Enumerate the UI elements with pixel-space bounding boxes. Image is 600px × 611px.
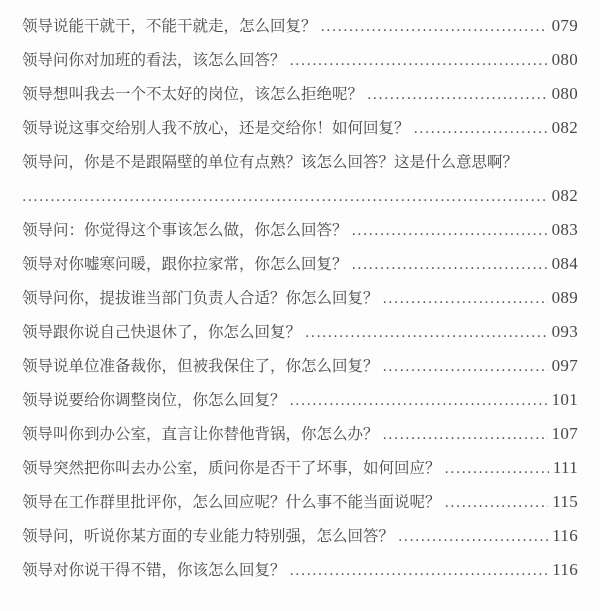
entry-title: 领导对你说干得不错，你该怎么回复？ <box>22 561 286 579</box>
dot-leader <box>383 282 548 316</box>
toc-entry[interactable] <box>22 553 578 587</box>
page-number: 082 <box>551 186 578 205</box>
toc-entry[interactable] <box>22 111 578 145</box>
toc-entry[interactable] <box>22 213 578 247</box>
dot-leader <box>383 350 548 384</box>
entry-title: 领导问你，提拔谁当部门负责人合适？你怎么回复？ <box>22 289 379 307</box>
dot-leader <box>445 452 549 486</box>
entry-title: 领导说要给你调整岗位，你怎么回复？ <box>22 391 286 409</box>
page-number: 083 <box>551 220 578 239</box>
entry-title: 领导问，你是不是跟隔壁的单位有点熟？该怎么回答？这是什么意思啊？ <box>22 153 519 171</box>
dot-leader <box>445 486 549 520</box>
page-number: 080 <box>551 50 578 69</box>
toc-entry[interactable] <box>22 43 578 77</box>
toc-entry[interactable] <box>22 451 578 485</box>
toc-entry[interactable] <box>22 417 578 451</box>
toc-entry[interactable] <box>22 77 578 111</box>
entry-title: 领导问：你觉得这个事该怎么做，你怎么回答？ <box>22 221 348 239</box>
dot-leader <box>398 520 548 554</box>
entry-title: 领导想叫我去一个不太好的岗位，该怎么拒绝呢？ <box>22 85 364 103</box>
page-number: 115 <box>552 492 578 511</box>
entry-title: 领导问，听说你某方面的专业能力特别强，怎么回答？ <box>22 527 395 545</box>
entry-title: 领导跟你说自己快退休了，你怎么回复？ <box>22 323 302 341</box>
dot-leader <box>367 78 548 112</box>
dot-leader <box>383 418 548 452</box>
toc-entry[interactable] <box>22 349 578 383</box>
page-number: 116 <box>552 560 578 579</box>
entry-title: 领导对你嘘寒问暖，跟你拉家常，你怎么回复？ <box>22 255 348 273</box>
dot-leader <box>22 180 548 214</box>
toc-entry-wrapped[interactable] <box>22 145 578 213</box>
dot-leader <box>290 384 548 418</box>
entry-title: 领导说单位准备裁你，但被我保住了，你怎么回复？ <box>22 357 379 375</box>
toc-entry[interactable] <box>22 485 578 519</box>
dot-leader <box>305 316 548 350</box>
dot-leader <box>321 10 548 44</box>
entry-title: 领导突然把你叫去办公室，质问你是否干了坏事，如何回应？ <box>22 459 441 477</box>
dot-leader <box>414 112 548 146</box>
dot-leader <box>290 44 548 78</box>
page-number: 089 <box>551 288 578 307</box>
page-number: 111 <box>552 458 578 477</box>
page-number: 097 <box>551 356 578 375</box>
page-number: 079 <box>551 16 578 35</box>
table-of-contents <box>22 9 578 587</box>
toc-entry[interactable] <box>22 247 578 281</box>
entry-title: 领导叫你到办公室，直言让你替他背锅，你怎么办？ <box>22 425 379 443</box>
dot-leader <box>352 214 548 248</box>
entry-title: 领导说这事交给别人我不放心，还是交给你！如何回复？ <box>22 119 410 137</box>
toc-entry[interactable] <box>22 519 578 553</box>
page-number: 116 <box>552 526 578 545</box>
page-number: 084 <box>551 254 578 273</box>
entry-title: 领导问你对加班的看法，该怎么回答？ <box>22 51 286 69</box>
dot-leader <box>352 248 548 282</box>
page-number: 082 <box>551 118 578 137</box>
page-number: 093 <box>551 322 578 341</box>
dot-leader <box>290 554 549 588</box>
entry-title: 领导说能干就干，不能干就走，怎么回复？ <box>22 17 317 35</box>
page-number: 080 <box>551 84 578 103</box>
page-number: 107 <box>551 424 578 443</box>
page-number: 101 <box>551 390 578 409</box>
toc-entry[interactable] <box>22 383 578 417</box>
toc-entry[interactable] <box>22 9 578 43</box>
toc-entry[interactable] <box>22 315 578 349</box>
entry-title: 领导在工作群里批评你，怎么回应呢？什么事不能当面说呢？ <box>22 493 441 511</box>
toc-entry[interactable] <box>22 281 578 315</box>
